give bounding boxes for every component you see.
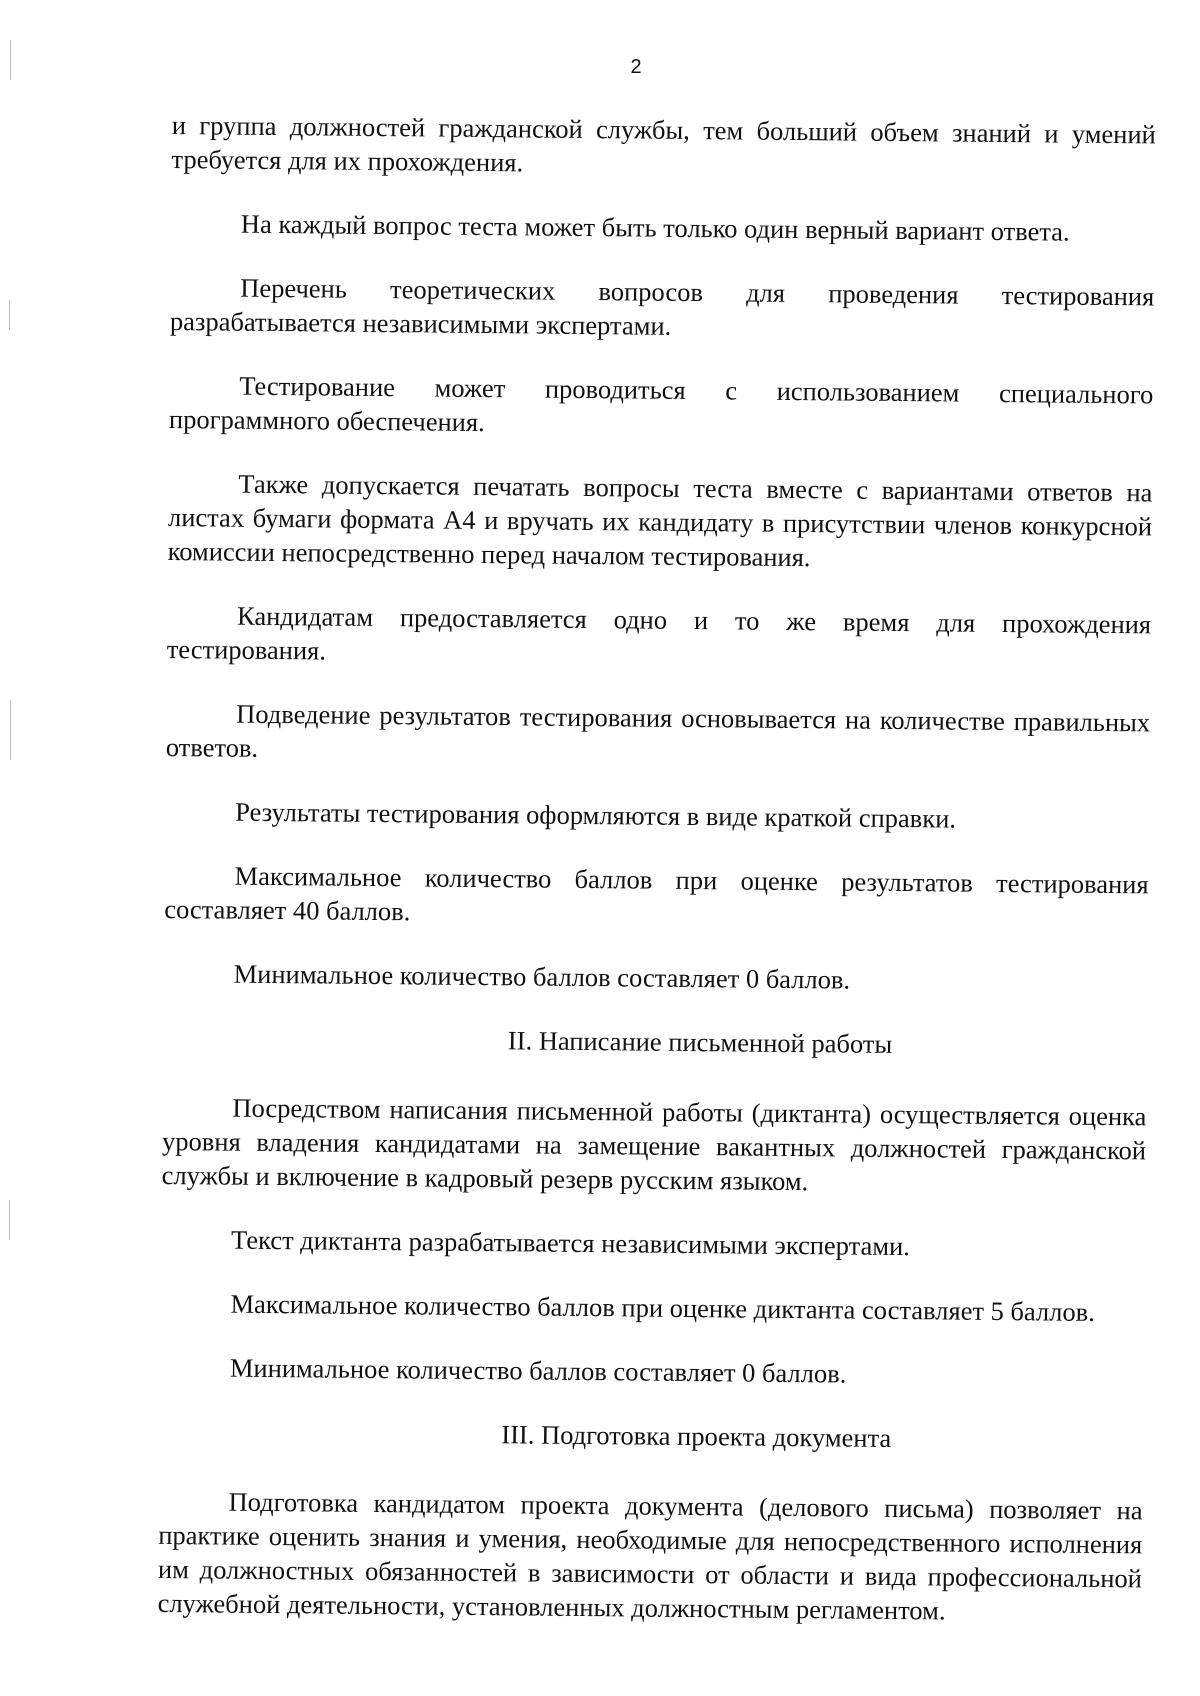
paragraph-software: Тестирование может проводиться с использованием специального программного обеспечения. [168, 370, 1154, 438]
paragraph-dictation-text: Текст диктанта разрабатывается независимыми экспертами. [230, 1224, 911, 1262]
scan-edge-mark [10, 40, 11, 80]
section-heading-document-draft: III. Подготовка проекта документа [501, 1419, 892, 1453]
paragraph-equal-time: Кандидатам предоставляется одно и то же время для прохождения тестирования. [166, 600, 1152, 666]
paragraph-max-score-test: Максимальное количество баллов при оценке результатов тестирования составляет 40 баллов. [164, 860, 1149, 927]
paragraph-question-list: Перечень теоретических вопросов для проведения тестирования разрабатывается независимыми экспертами. [169, 272, 1155, 341]
scan-edge-mark [9, 1200, 10, 1240]
paragraph-dictation-purpose: Посредством написания письменной работы (диктанта) осуществляется оценка уровня владения кандидатами на замещение вакантных должностей гражданской службы и включение в кадровый резерв русским языком. [161, 1092, 1147, 1197]
scan-edge-mark [10, 700, 11, 760]
scan-edge-mark [9, 300, 10, 330]
paragraph-min-score-dictation: Минимальное количество баллов составляет 0 баллов. [229, 1352, 847, 1389]
paragraph-max-score-dictation: Максимальное количество баллов при оценке диктанта составляет 5 баллов. [230, 1288, 1095, 1327]
document-body [157, 108, 1156, 1659]
paragraph-min-score-test: Минимальное количество баллов составляет 0 баллов. [233, 958, 851, 995]
page-number: 2 [630, 56, 642, 78]
paragraph-continuation: и группа должностей гражданской службы, тем больший объем знаний и умений требуется для их прохождения. [171, 109, 1156, 178]
paragraph-results-form: Результаты тестирования оформляются в виде краткой справки. [235, 796, 957, 834]
section-heading-written-work: II. Написание письменной работы [507, 1025, 893, 1059]
paragraph-paper-test: Также допускается печатать вопросы теста вместе с вариантами ответов на листах бумаги формата А4 и вручать их кандидату в присутствии членов конкурсной комиссии непосредственно перед началом тестирования. [167, 468, 1153, 573]
paragraph-single-answer: На каждый вопрос теста может быть только один верный вариант ответа. [240, 208, 1070, 247]
paragraph-document-draft: Подготовка кандидатом проекта документа (делового письма) позволяет на практике оценить знания и умения, необходимые для непосредственного исполнения им должностных обязанностей в зависимости от области и вида профессиональной служебной деятельности, установленных должностным регламентом. [157, 1486, 1143, 1626]
paragraph-results-basis: Подведение результатов тестирования основывается на количестве правильных ответов. [165, 698, 1151, 763]
